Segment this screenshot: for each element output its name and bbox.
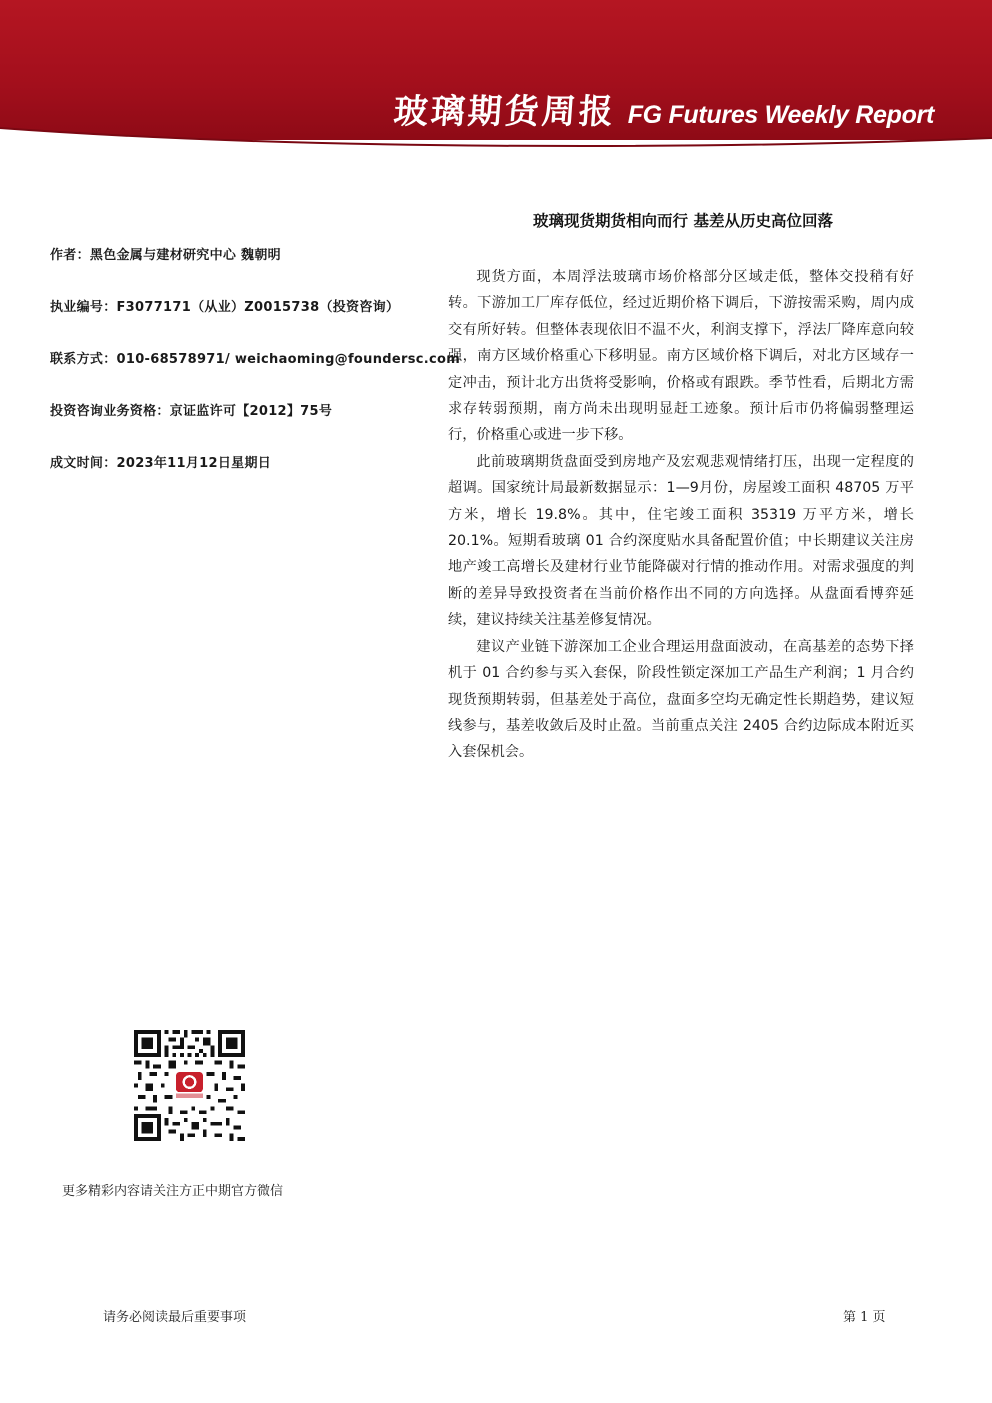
report-title bbox=[394, 84, 934, 133]
paragraph-spot: 现货方面，本周浮法玻璃市场价格部分区域走低，整体交投稍有好转。下游加工厂库存低位，经过近期价格下调后，下游按需采购，周内成交有所好转。但整体表现依旧不温不火，利润支撑下，浮法厂降库意向较强，南方区域价格重心下移明显。南方区域价格下调后，对北方区域存一定冲击，预计北方出货将受影响，价格或有跟跌。季节性看，后期北方需求存转弱预期，南方尚未出现明显赶工迹象。预计后市仍将偏弱整理运行，价格重心或进一步下移。 bbox=[448, 269, 914, 444]
contact-line: 联系方式：010-68578971/ weichaoming@foundersc.com bbox=[50, 352, 461, 367]
date-line: 成文时间：2023年11月12日星期日 bbox=[50, 456, 272, 471]
report-title-cn: 玻璃期货周报 bbox=[392, 92, 617, 132]
header-banner bbox=[0, 0, 992, 140]
paragraph-futures: 此前玻璃期货盘面受到房地产及宏观悲观情绪打压，出现一定程度的超调。国家统计局最新数据显示：1—9月份，房屋竣工面积 48705 万平方米，增长 19.8%。其中，住宅竣工面积 35319 万平方米，增长 20.1%。短期看玻璃 01 合约深度贴水具备配置价值；中长期建议关注房地产竣工高增长及建材行业节能降碳对行情的推动作用。对需求强度的判断的差异导致投资者在当前价格作出不同的方向选择。从盘面看博弈延续，建议持续关注基差修复情况。 bbox=[448, 453, 914, 629]
page-number: 第 1 页 bbox=[843, 1310, 886, 1325]
footer-notice: 请务必阅读最后重要事项 bbox=[103, 1310, 247, 1325]
license-number-line: 执业编号：F3077171（从业）Z0015738（投资咨询） bbox=[50, 300, 400, 315]
qualification-line: 投资咨询业务资格：京证监许可【2012】75号 bbox=[50, 404, 333, 419]
report-title-en: FG Futures Weekly Report bbox=[627, 101, 934, 129]
meta-info bbox=[50, 243, 461, 503]
article-title: 玻璃现货期货相向而行 基差从历史高位回落 bbox=[533, 212, 833, 230]
paragraph-strategy: 建议产业链下游深加工企业合理运用盘面波动，在高基差的态势下择机于 01 合约参与买入套保，阶段性锁定深加工产品生产利润；1 月合约现货预期转弱，但基差处于高位，盘面多空均无确定性长期趋势，建议短线参与，基差收敛后及时止盈。当前重点关注 2405 合约边际成本附近买入套保机会。 bbox=[448, 638, 914, 761]
qr-caption: 更多精彩内容请关注方正中期官方微信 bbox=[62, 1184, 284, 1199]
wechat-qr-code bbox=[134, 1030, 245, 1141]
article-body bbox=[448, 264, 914, 766]
author-line: 作者：黑色金属与建材研究中心 魏朝明 bbox=[50, 248, 281, 263]
